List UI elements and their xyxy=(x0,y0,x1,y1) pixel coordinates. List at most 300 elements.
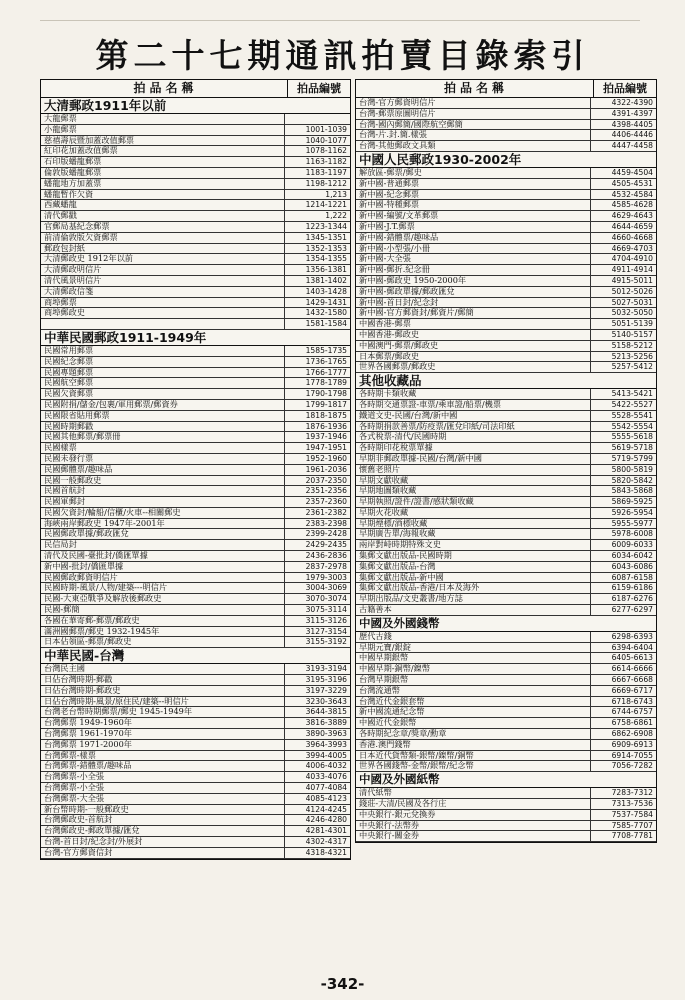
item-code: 5869-5925 xyxy=(590,497,656,507)
index-row xyxy=(41,298,350,309)
index-row xyxy=(356,98,656,109)
item-name: 台灣-國內郵簡/國際航空郵簡 xyxy=(359,119,463,129)
index-row xyxy=(356,254,656,265)
item-code xyxy=(284,114,350,124)
item-code: 5528-5541 xyxy=(590,411,656,421)
index-row xyxy=(356,265,656,276)
item-name: 新中國-郵政史 1950-2000年 xyxy=(359,275,467,285)
item-name: 各國在華寄郵-郵票/郵政史 xyxy=(44,615,140,625)
index-row xyxy=(41,594,350,605)
item-code: 3816-3889 xyxy=(284,718,350,728)
item-code: 1585-1735 xyxy=(284,346,350,356)
item-name: 台灣早期銀幣 xyxy=(359,675,409,685)
item-name: 民信局封 xyxy=(44,540,77,550)
item-name: 台灣郵票-小全張 xyxy=(44,772,105,782)
item-name: 小龍郵票 xyxy=(44,124,77,134)
item-code: 1183-1197 xyxy=(284,168,350,178)
item-name: 兩岸對峙時期特殊文史 xyxy=(359,540,441,550)
item-code: 1078-1162 xyxy=(284,146,350,156)
item-code: 4246-4280 xyxy=(284,815,350,825)
item-code: 4391-4397 xyxy=(590,109,656,119)
item-name: 中國早期銀幣 xyxy=(359,653,409,663)
index-row xyxy=(356,508,656,519)
item-code: 5422-5527 xyxy=(590,400,656,410)
item-name: 台灣流通幣 xyxy=(359,685,400,695)
item-name: 紅印花加蓋改值郵票 xyxy=(44,146,118,156)
index-row xyxy=(356,761,656,772)
section-heading: 其他收藏品 xyxy=(356,373,656,389)
item-code: 2037-2350 xyxy=(284,476,350,486)
index-row xyxy=(41,519,350,530)
item-code: 5926-5954 xyxy=(590,508,656,518)
item-name: 新中國-普通郵票 xyxy=(359,178,420,188)
item-name: 解放區-郵票/郵史 xyxy=(359,167,422,177)
index-row xyxy=(41,540,350,551)
item-name: 民國郵政郵資明信片 xyxy=(44,572,118,582)
index-row xyxy=(41,707,350,718)
index-row xyxy=(356,686,656,697)
index-row xyxy=(356,675,656,686)
index-row xyxy=(356,718,656,729)
index-row xyxy=(356,573,656,584)
item-name: 香港.澳門錢幣 xyxy=(359,739,411,749)
item-code: 1581-1584 xyxy=(284,319,350,329)
item-name: 新中國-錯體票/趣味品 xyxy=(359,232,439,242)
index-row xyxy=(41,319,350,330)
item-name: 早期出版品/文史叢書/地方誌 xyxy=(359,594,463,604)
index-row xyxy=(356,529,656,540)
item-name: 民國附捐/儲金/包裹/軍用郵票/郵資券 xyxy=(44,399,178,409)
index-row xyxy=(41,357,350,368)
item-code: 1,222 xyxy=(284,211,350,221)
item-code: 1163-1182 xyxy=(284,157,350,167)
item-code: 4532-4584 xyxy=(590,190,656,200)
item-code: 6614-6666 xyxy=(590,664,656,674)
item-name: 台灣-片.封.簡.樣張 xyxy=(359,130,427,140)
index-row xyxy=(356,551,656,562)
item-code: 4124-4245 xyxy=(284,805,350,815)
index-row xyxy=(41,616,350,627)
item-code: 3964-3993 xyxy=(284,740,350,750)
item-name: 新台幣時期-一般郵政史 xyxy=(44,804,129,814)
index-row xyxy=(356,583,656,594)
index-row xyxy=(41,265,350,276)
index-row xyxy=(41,222,350,233)
item-name: 慈禧壽辰暨加蓋改值郵票 xyxy=(44,135,135,145)
index-row xyxy=(41,826,350,837)
item-code: 1354-1355 xyxy=(284,254,350,264)
item-code: 3070-3074 xyxy=(284,594,350,604)
index-row xyxy=(356,276,656,287)
item-name: 郵政包封紙 xyxy=(44,243,85,253)
item-code: 2383-2398 xyxy=(284,519,350,529)
item-name: 滿洲國郵票/郵史 1932-1945年 xyxy=(44,626,160,636)
index-row xyxy=(41,346,350,357)
index-row xyxy=(356,179,656,190)
item-code: 4398-4405 xyxy=(590,120,656,130)
item-code: 1952-1960 xyxy=(284,454,350,464)
header-code-label: 拍品編號 xyxy=(287,80,350,97)
index-row xyxy=(41,627,350,638)
item-name: 早期地圖類收藏 xyxy=(359,486,417,496)
index-row xyxy=(356,831,656,842)
column-header xyxy=(41,80,350,98)
right-index-column xyxy=(355,79,657,843)
index-row xyxy=(41,508,350,519)
index-row xyxy=(41,675,350,686)
item-name: 新中國流通紀念幣 xyxy=(359,707,425,717)
item-code: 3230-3643 xyxy=(284,697,350,707)
item-name: 商埠郵政史 xyxy=(44,308,85,318)
item-name: 中國香港-郵票 xyxy=(359,319,411,329)
item-name: 早期火花收藏 xyxy=(359,507,409,517)
item-code: 2351-2356 xyxy=(284,486,350,496)
item-code: 1778-1789 xyxy=(284,378,350,388)
item-name: 大清郵政信箋 xyxy=(44,286,94,296)
item-name: 新中國-郵折.紀念冊 xyxy=(359,265,430,275)
item-code: 1381-1402 xyxy=(284,276,350,286)
item-code: 3994-4005 xyxy=(284,751,350,761)
item-name: 早期煙標/酒標收藏 xyxy=(359,518,428,528)
item-name: 台灣-郵票原圖明信片 xyxy=(359,108,436,118)
item-name: 新中國-批封/僑匯單據 xyxy=(44,561,124,571)
item-code: 1432-1580 xyxy=(284,308,350,318)
item-code: 7313-7536 xyxy=(590,799,656,809)
item-name: 民國欠資封/輪船/信櫃/火車--相關郵史 xyxy=(44,507,181,517)
item-name: 台灣郵政史-首航封 xyxy=(44,815,113,825)
item-code: 3004-3069 xyxy=(284,583,350,593)
index-row xyxy=(356,222,656,233)
item-code: 1766-1777 xyxy=(284,368,350,378)
index-row xyxy=(356,707,656,718)
index-row xyxy=(356,519,656,530)
index-row xyxy=(356,211,656,222)
index-row xyxy=(41,583,350,594)
index-row xyxy=(356,244,656,255)
item-code: 5158-5212 xyxy=(590,341,656,351)
item-name: 集郵文獻出版品-台灣 xyxy=(359,561,436,571)
index-row xyxy=(356,540,656,551)
index-row xyxy=(41,751,350,762)
item-name: 台灣-首日封/紀念封/外展封 xyxy=(44,837,143,846)
index-row xyxy=(41,200,350,211)
item-name: 日本近代貨幣類-銀幣/鎳幣/銅幣 xyxy=(359,750,474,760)
index-row xyxy=(41,573,350,584)
header-name-label: 拍品名稱 xyxy=(133,81,198,95)
item-code: 1356-1381 xyxy=(284,265,350,275)
item-code: 4281-4301 xyxy=(284,826,350,836)
item-name: 民國航空郵票 xyxy=(44,378,94,388)
index-row xyxy=(41,400,350,411)
item-code: 6043-6086 xyxy=(590,562,656,572)
item-code: 4644-4659 xyxy=(590,222,656,232)
item-code: 4006-4032 xyxy=(284,761,350,771)
index-row xyxy=(41,551,350,562)
index-row xyxy=(41,179,350,190)
item-name: 新中國-首日封/紀念封 xyxy=(359,297,439,307)
index-row xyxy=(356,298,656,309)
item-code: 4911-4914 xyxy=(590,265,656,275)
header-code-label: 拍品編號 xyxy=(593,80,656,97)
item-name: 錢莊-大清/民國及各行庄 xyxy=(359,799,447,809)
item-name: 集郵文獻出版品-香港/日本及海外 xyxy=(359,583,480,593)
item-code: 2357-2360 xyxy=(284,497,350,507)
item-code: 3127-3154 xyxy=(284,627,350,637)
item-code: 5051-5139 xyxy=(590,319,656,329)
index-row xyxy=(41,125,350,136)
item-code: 1345-1351 xyxy=(284,233,350,243)
index-row xyxy=(356,120,656,131)
item-code: 1736-1765 xyxy=(284,357,350,367)
index-row xyxy=(356,562,656,573)
item-code: 3197-3229 xyxy=(284,686,350,696)
item-name: 日佔台灣時期-風景/原住民/建築--明信片 xyxy=(44,696,189,706)
item-code: 4302-4317 xyxy=(284,837,350,847)
item-code: 5257-5412 xyxy=(590,362,656,372)
index-row xyxy=(356,432,656,443)
section-heading: 中華民國郵政1911-1949年 xyxy=(41,330,350,346)
item-code: 6914-7055 xyxy=(590,751,656,761)
index-row xyxy=(41,729,350,740)
item-code: 5012-5026 xyxy=(590,287,656,297)
item-name: 日本佔領區-郵票/郵政史 xyxy=(44,637,132,647)
index-row xyxy=(356,476,656,487)
item-code: 6159-6186 xyxy=(590,583,656,593)
item-code: 4660-4668 xyxy=(590,233,656,243)
index-row xyxy=(356,233,656,244)
index-row xyxy=(356,799,656,810)
item-name: 日本郵票/郵政史 xyxy=(359,351,420,361)
index-row xyxy=(41,465,350,476)
item-name: 中央銀行-關金券 xyxy=(359,831,420,841)
item-name: 清代紙幣 xyxy=(359,788,392,798)
index-row xyxy=(41,815,350,826)
item-name: 世界各國錢幣-金幣/銀幣/紀念幣 xyxy=(359,761,474,771)
section-heading: 中國人民郵政1930-2002年 xyxy=(356,152,656,168)
item-code: 7283-7312 xyxy=(590,788,656,798)
item-code: 1947-1951 xyxy=(284,443,350,453)
item-code: 5955-5977 xyxy=(590,519,656,529)
item-name: 官郵局基紀念郵票 xyxy=(44,221,110,231)
item-code: 4669-4703 xyxy=(590,244,656,254)
item-name: 早期元寶/銀錠 xyxy=(359,642,411,652)
item-name: 早期非郵政單據-民國/台灣/新中國 xyxy=(359,453,482,463)
index-row xyxy=(356,729,656,740)
index-row xyxy=(356,130,656,141)
item-code: 3193-3194 xyxy=(284,664,350,674)
item-name: 歷代古錢 xyxy=(359,631,392,641)
item-code: 7708-7781 xyxy=(590,831,656,841)
item-code: 1876-1936 xyxy=(284,422,350,432)
index-row xyxy=(41,146,350,157)
item-name: 台灣郵票-樣票 xyxy=(44,750,96,760)
item-code: 2436-2836 xyxy=(284,551,350,561)
index-row xyxy=(356,594,656,605)
item-code: 4505-4531 xyxy=(590,179,656,189)
item-name: 日佔台灣時期-郵戳 xyxy=(44,675,113,685)
item-name: 台灣郵票 1971-2000年 xyxy=(44,739,132,749)
item-name: 新中國-紀念郵票 xyxy=(359,189,420,199)
item-code: 6405-6613 xyxy=(590,653,656,663)
item-name: 新中國-特種郵票 xyxy=(359,200,420,210)
index-row xyxy=(41,168,350,179)
item-name: 新中國-大全張 xyxy=(359,254,411,264)
item-name: 世界各國郵票/郵政史 xyxy=(359,362,436,372)
item-code: 6394-6404 xyxy=(590,643,656,653)
index-row xyxy=(356,497,656,508)
item-name: 早期執照/證件/證書/感狀類收藏 xyxy=(359,497,474,507)
item-name: 清代及民國-臺批封/僑匯單據 xyxy=(44,551,148,561)
item-code: 2399-2428 xyxy=(284,529,350,539)
item-code: 1352-1353 xyxy=(284,244,350,254)
item-code: 6667-6668 xyxy=(590,675,656,685)
item-name: 日佔台灣時期-郵政史 xyxy=(44,685,121,695)
item-name: 民國時期-風景/人物/建築---明信片 xyxy=(44,583,168,593)
index-row xyxy=(41,244,350,255)
item-code: 2361-2382 xyxy=(284,508,350,518)
item-code: 4033-4076 xyxy=(284,772,350,782)
index-row xyxy=(356,788,656,799)
index-row xyxy=(356,740,656,751)
item-name: 大清郵政史 1912年以前 xyxy=(44,254,133,264)
item-code: 4629-4643 xyxy=(590,211,656,221)
item-name: 各時期交通票證-車票/乘車證/船票/機票 xyxy=(359,399,502,409)
item-name: 台灣郵票 1949-1960年 xyxy=(44,718,132,728)
item-code: 4406-4446 xyxy=(590,130,656,140)
item-name: 鐵道文史-民國/台灣/新中國 xyxy=(359,410,458,420)
index-row xyxy=(41,637,350,648)
item-code: 6187-6276 xyxy=(590,594,656,604)
index-row xyxy=(41,422,350,433)
index-row xyxy=(356,200,656,211)
index-row xyxy=(41,157,350,168)
item-code: 6034-6042 xyxy=(590,551,656,561)
item-code: 5027-5031 xyxy=(590,298,656,308)
index-row xyxy=(41,794,350,805)
index-row xyxy=(356,422,656,433)
index-row xyxy=(356,454,656,465)
item-name: 民國首航封 xyxy=(44,486,85,496)
index-row xyxy=(41,497,350,508)
item-name: 台灣郵票 1961-1970年 xyxy=(44,729,132,739)
item-code: 6758-6861 xyxy=(590,718,656,728)
item-name: 台灣郵政史-郵政單據/匯兌 xyxy=(44,826,140,836)
index-row xyxy=(41,605,350,616)
index-row xyxy=(41,368,350,379)
item-code: 1979-3003 xyxy=(284,573,350,583)
index-row xyxy=(356,330,656,341)
item-code: 4459-4504 xyxy=(590,168,656,178)
index-row xyxy=(356,411,656,422)
item-code: 3195-3196 xyxy=(284,675,350,685)
item-name: 民國一般郵政史 xyxy=(44,475,102,485)
index-row xyxy=(356,443,656,454)
item-name: 民國紀念郵票 xyxy=(44,356,94,366)
item-name: 台灣郵票-小全張 xyxy=(44,783,105,793)
index-row xyxy=(41,718,350,729)
index-row xyxy=(356,362,656,373)
index-row xyxy=(41,848,350,859)
item-code: 7537-7584 xyxy=(590,810,656,820)
item-name: 新中國-郵政單據/郵政匯兌 xyxy=(359,286,455,296)
index-row xyxy=(356,664,656,675)
index-row xyxy=(356,810,656,821)
item-name: 懷舊老照片 xyxy=(359,464,400,474)
item-name: 台灣郵票-大全張 xyxy=(44,793,105,803)
index-row xyxy=(356,697,656,708)
index-row xyxy=(356,400,656,411)
item-name: 集郵文獻出版品-新中國 xyxy=(359,572,444,582)
item-code: 7585-7707 xyxy=(590,821,656,831)
item-name: 蟠龍地方加蓋票 xyxy=(44,178,102,188)
index-row xyxy=(41,233,350,244)
item-code: 5800-5819 xyxy=(590,465,656,475)
item-name: 台灣民主國 xyxy=(44,664,85,674)
item-code: 4322-4390 xyxy=(590,98,656,108)
item-code: 6718-6743 xyxy=(590,697,656,707)
item-code: 1790-1798 xyxy=(284,389,350,399)
item-name: 民國軍郵封 xyxy=(44,497,85,507)
index-row xyxy=(356,821,656,832)
index-row xyxy=(356,168,656,179)
item-code: 3644-3815 xyxy=(284,707,350,717)
index-row xyxy=(356,141,656,152)
index-row xyxy=(41,378,350,389)
index-row xyxy=(41,389,350,400)
item-code: 2429-2435 xyxy=(284,540,350,550)
item-name: 中央銀行-銀元兌換券 xyxy=(359,809,436,819)
item-name: 大清郵政明信片 xyxy=(44,265,102,275)
index-row xyxy=(356,643,656,654)
item-code: 6862-6908 xyxy=(590,729,656,739)
item-code: 1818-1875 xyxy=(284,411,350,421)
index-row xyxy=(356,190,656,201)
item-code: 5820-5842 xyxy=(590,476,656,486)
item-name: 民國未發行票 xyxy=(44,453,94,463)
item-code: 4915-5011 xyxy=(590,276,656,286)
index-row xyxy=(41,761,350,772)
item-name: 中國早期-銅幣/鎳幣 xyxy=(359,664,431,674)
section-heading: 中國及外國紙幣 xyxy=(356,772,656,788)
item-code: 1961-2036 xyxy=(284,465,350,475)
item-name: 大龍郵票 xyxy=(44,114,77,123)
page-title: 第二十七期通訊拍賣目錄索引 xyxy=(95,36,590,75)
item-code: 6009-6033 xyxy=(590,540,656,550)
index-row xyxy=(41,432,350,443)
index-row xyxy=(41,308,350,319)
column-header xyxy=(356,80,656,98)
index-row xyxy=(41,287,350,298)
index-row xyxy=(41,136,350,147)
index-row xyxy=(41,805,350,816)
section-heading: 中華民國-台灣 xyxy=(41,648,350,664)
item-name: 倫敦版蟠龍郵票 xyxy=(44,167,102,177)
item-code: 6669-6717 xyxy=(590,686,656,696)
item-code: 6744-6757 xyxy=(590,707,656,717)
item-code: 4704-4910 xyxy=(590,254,656,264)
item-name: 清代風景明信片 xyxy=(44,275,102,285)
item-code: 5978-6008 xyxy=(590,529,656,539)
item-code: 2837-2978 xyxy=(284,562,350,572)
item-name: 台灣-官方郵資明信片 xyxy=(359,98,436,107)
item-name: 中國香港-郵政史 xyxy=(359,329,420,339)
item-name: 民國-郵簡 xyxy=(44,605,80,615)
index-row xyxy=(41,562,350,573)
item-name: 台灣老台幣時期郵票/郵史 1945-1949年 xyxy=(44,707,193,717)
item-code: 5719-5799 xyxy=(590,454,656,464)
item-name: 新中國-小型張/小冊 xyxy=(359,243,431,253)
item-code: 4077-4084 xyxy=(284,783,350,793)
